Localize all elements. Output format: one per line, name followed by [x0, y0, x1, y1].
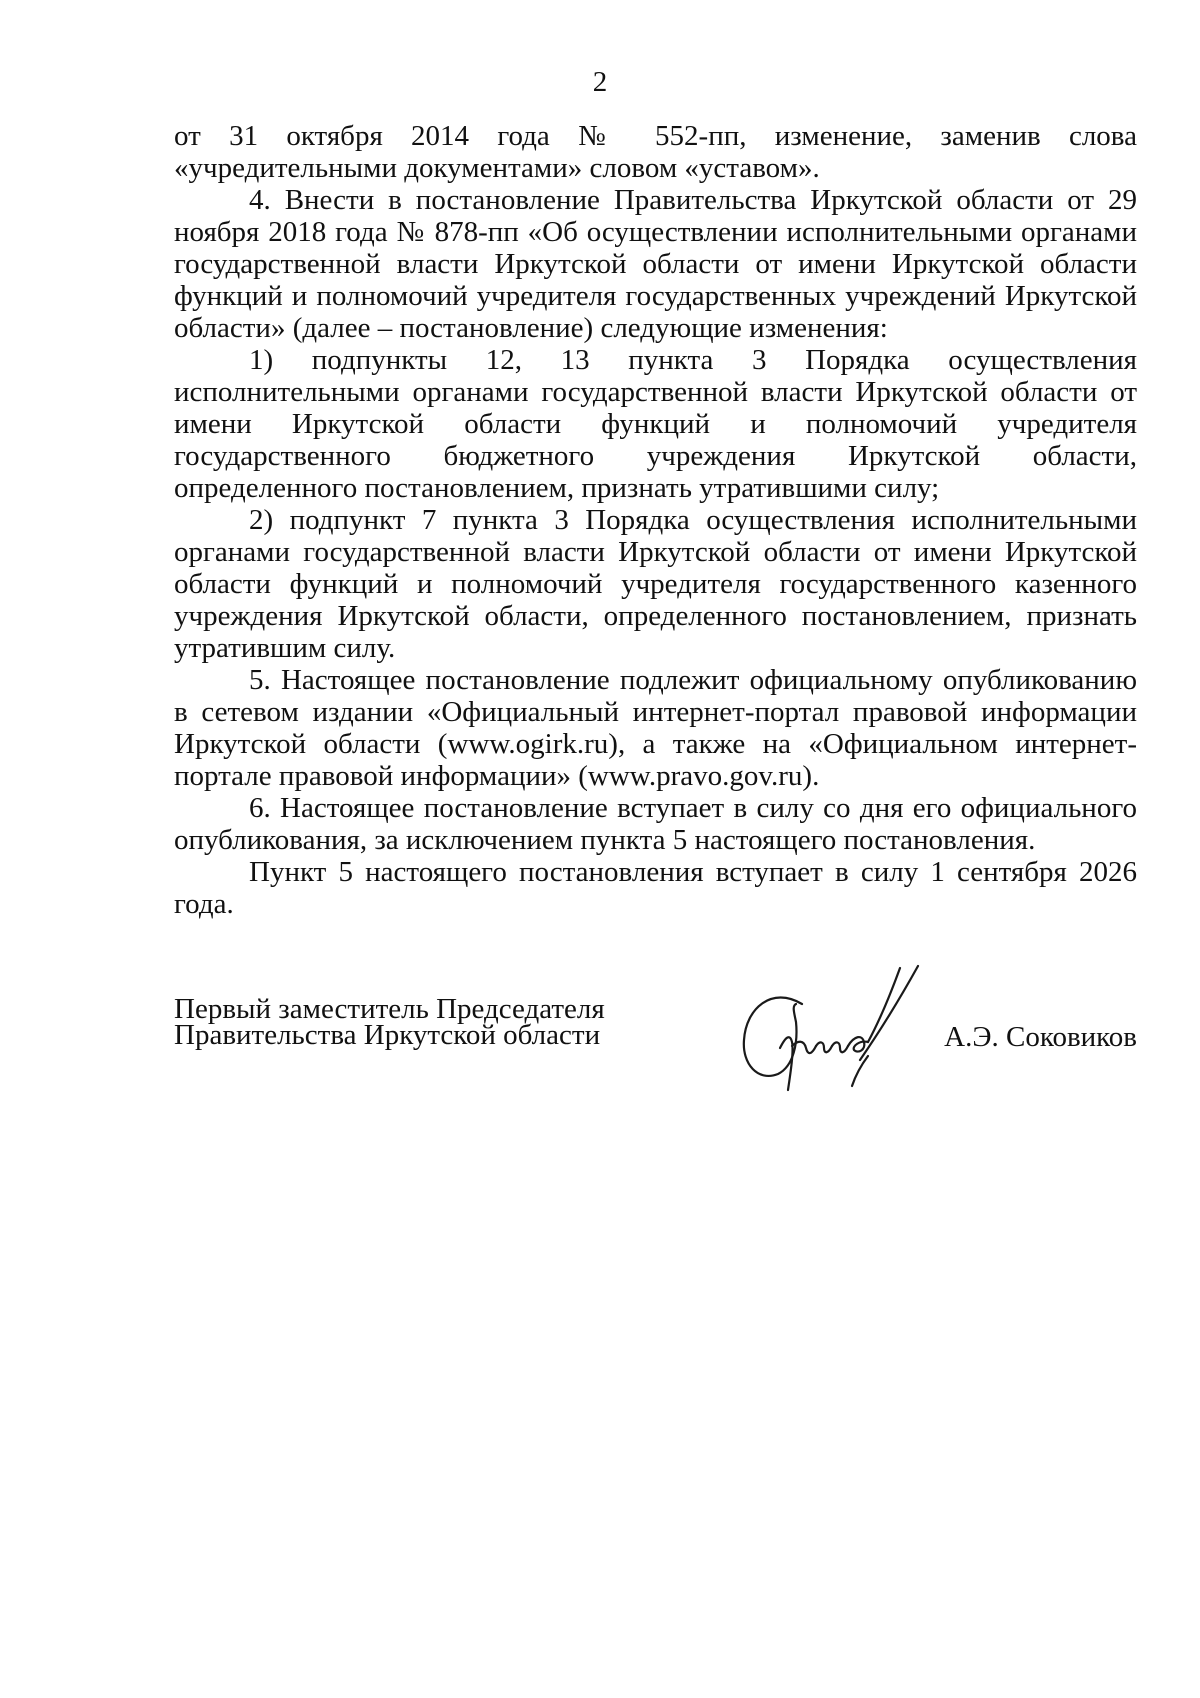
- paragraph-item-4: 4. Внести в постановление Правительства Иркутской области от 29 ноября 2018 года № 878-пп «Об осуществлении исполнительными органами государственной власти Иркутской области от имени Иркутской области функций и полномочий учредителя государственных учреждений Иркутской области» (далее – постановление) следующие изменения:: [174, 184, 1137, 344]
- page-number: 2: [592, 66, 608, 98]
- document-body: [174, 120, 1137, 920]
- handwritten-signature: [732, 956, 932, 1106]
- signer-position: [174, 993, 605, 1051]
- signer-position-line-1: Первый заместитель Председателя: [174, 993, 605, 1025]
- signer-position-line-2: Правительства Иркутской области: [174, 1019, 601, 1051]
- paragraph-continuation: от 31 октября 2014 года № 552-пп, изменение, заменив слова «учредительными документами» словом «уставом».: [174, 120, 1137, 184]
- signature-block: [174, 993, 1137, 1106]
- paragraph-item-5: 5. Настоящее постановление подлежит официальному опубликованию в сетевом издании «Официальный интернет-портал правовой информации Иркутской области (www.ogirk.ru), а также на «Официальном интернет-портале правовой информации» (www.pravo.gov.ru).: [174, 664, 1137, 792]
- paragraph-subitem-4-2: 2) подпункт 7 пункта 3 Порядка осуществления исполнительными органами государственной власти Иркутской области от имени Иркутской области функций и полномочий учредителя государственного казенного учреждения Иркутской области, определенного постановлением, признать утратившим силу.: [174, 504, 1137, 664]
- paragraph-subitem-4-1: 1) подпункты 12, 13 пункта 3 Порядка осуществления исполнительными органами государственной власти Иркутской области от имени Иркутской области функций и полномочий учредителя государственного бюджетного учреждения Иркутской области, определенного постановлением, признать утратившими силу;: [174, 344, 1137, 504]
- paragraph-item-6-effective: Пункт 5 настоящего постановления вступает в силу 1 сентября 2026 года.: [174, 856, 1137, 920]
- signer-name: А.Э. Соковиков: [944, 1021, 1137, 1053]
- paragraph-item-6: 6. Настоящее постановление вступает в силу со дня его официального опубликования, за исключением пункта 5 настоящего постановления.: [174, 792, 1137, 856]
